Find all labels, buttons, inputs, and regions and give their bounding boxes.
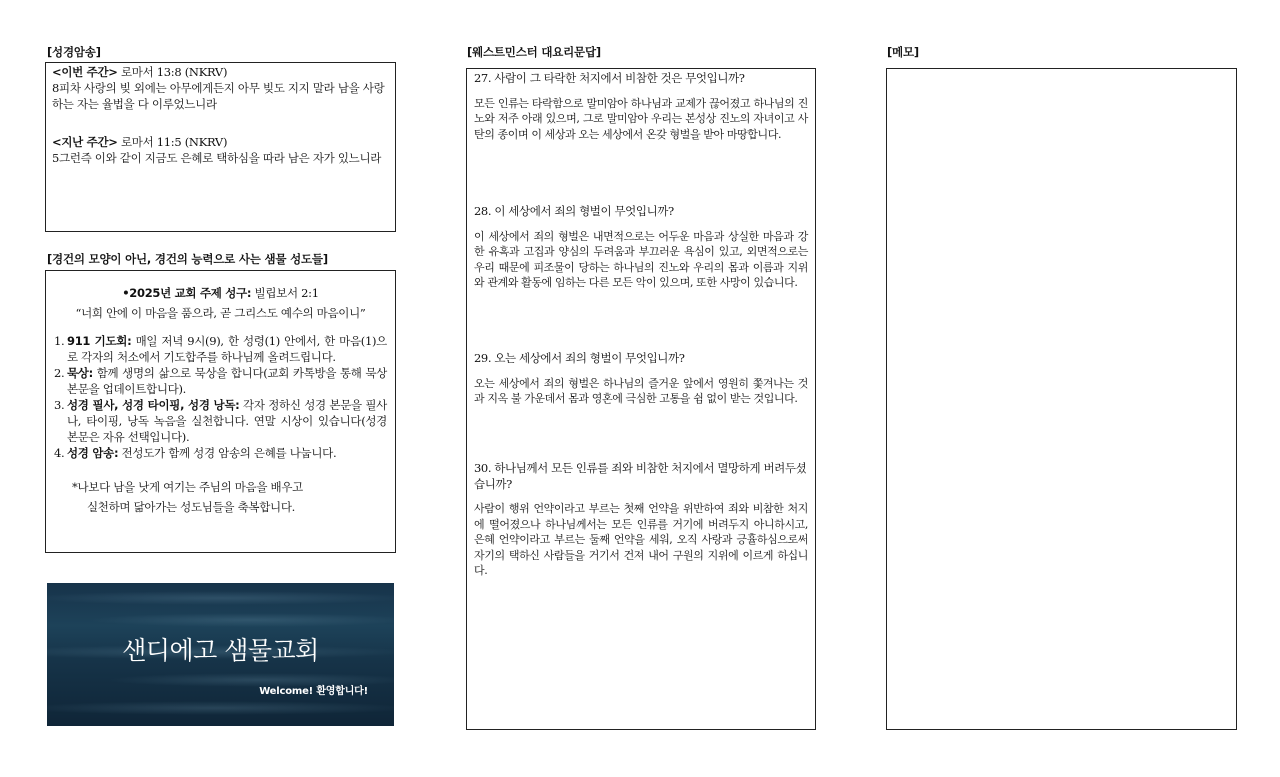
this-week-verse: 8피차 사랑의 빚 외에는 아무에게든지 아무 빚도 지지 말라 남을 사랑하는 자는 율법을 다 이루었느니라: [52, 81, 385, 111]
catechism-heading: [웨스트민스터 대요리문답]: [467, 45, 601, 59]
item-number: 1.: [54, 334, 65, 348]
qa-block: [474, 71, 808, 204]
theme-title: [54, 285, 387, 301]
item-text: 매일 저녁 9시(9), 한 성령(1) 안에서, 한 마음(1)으로 각자의 처소에서 기도합주를 하나님께 올려드립니다.: [67, 334, 387, 364]
theme-item: [54, 333, 387, 365]
church-banner: [47, 583, 394, 726]
memory-heading: [성경암송]: [47, 45, 101, 59]
theme-quote: “너희 안에 이 마음을 품으라, 곧 그리스도 예수의 마음이니”: [75, 306, 366, 320]
item-number: 4.: [54, 446, 65, 460]
qa-block: [474, 461, 808, 579]
this-week-ref: 로마서 13:8 (NKRV): [120, 65, 228, 79]
item-label: 911 기도회:: [67, 334, 132, 348]
item-number: 2.: [54, 366, 65, 380]
this-week-line: [52, 64, 389, 80]
last-week-line: [52, 134, 389, 150]
item-label: 성경 필사, 성경 타이핑, 성경 낭독:: [67, 398, 240, 412]
this-week-label: <이번 주간>: [52, 65, 118, 79]
last-week-ref: 로마서 11:5 (NKRV): [120, 135, 228, 149]
theme-heading: [경건의 모양이 아닌, 경건의 능력으로 사는 샘물 성도들]: [47, 252, 328, 266]
qa-block: [474, 204, 808, 351]
answer: 사람이 행위 언약이라고 부르는 첫째 언약을 위반하여 죄와 비참한 처지에 떨어졌으나 하나님께서는 모든 인류를 거기에 버려두지 아니하시고, 은혜 언약이라고 부르는 둘째 언약을 세워, 오직 사랑과 긍휼하심으로써 자기의 택하신 사람들을 거기서 건져 내어 구원의 지위에 이르게 하십니다.: [474, 502, 808, 577]
question: 28. 이 세상에서 죄의 형벌이 무엇입니까?: [474, 204, 674, 218]
last-week-verse: 5그런즉 이와 같이 지금도 은혜로 택하심을 따라 남은 자가 있느니라: [52, 151, 382, 165]
closing-line-2: 실천하며 닮아가는 성도님들을 축복합니다.: [87, 500, 295, 514]
item-number: 3.: [54, 398, 65, 412]
answer: 오는 세상에서 죄의 형벌은 하나님의 즐거운 앞에서 영원히 쫓겨나는 것과 지옥 불 가운데서 몸과 영혼에 극심한 고통을 쉼 없이 받는 것입니다.: [474, 376, 808, 405]
item-label: 성경 암송:: [67, 446, 119, 460]
last-week-label: <지난 주간>: [52, 135, 118, 149]
catechism-box: [466, 68, 816, 730]
theme-item: [54, 445, 387, 461]
theme-item: [54, 397, 387, 445]
theme-title-label: •2025년 교회 주제 성구:: [122, 286, 252, 300]
qa-block: [474, 351, 808, 461]
theme-list: [54, 333, 387, 461]
question: 27. 사람이 그 타락한 처지에서 비참한 것은 무엇입니까?: [474, 71, 745, 85]
memo-box[interactable]: [886, 68, 1237, 730]
question: 30. 하나님께서 모든 인류를 죄와 비참한 처지에서 멸망하게 버려두셨습니까?: [474, 461, 807, 491]
item-label: 묵상:: [67, 366, 93, 380]
closing-line-1: *나보다 남을 낫게 여기는 주님의 마음을 배우고: [72, 480, 303, 494]
item-text: 전성도가 함께 성경 암송의 은혜를 나눕니다.: [121, 446, 337, 460]
item-text: 함께 생명의 삶으로 묵상을 합니다(교회 카톡방을 통해 묵상 본문을 업데이트합니다).: [67, 366, 387, 396]
banner-welcome: Welcome! 환영합니다!: [259, 686, 368, 697]
item-text: 각자 정하신 성경 본문을 필사나, 타이핑, 낭독 녹음을 실천합니다. 연말 시상이 있습니다(성경 본문은 자유 선택입니다).: [67, 398, 387, 444]
banner-title: 샌디에고 샘물교회: [122, 636, 319, 665]
theme-item: [54, 365, 387, 397]
answer: 모든 인류는 타락함으로 말미암아 하나님과 교제가 끊어졌고 하나님의 진노와 저주 아래 있으며, 그로 말미암아 우리는 본성상 진노의 자녀이고 사탄의 종이며 이 세상과 오는 세상에서 온갖 형벌을 받아 마땅합니다.: [474, 96, 808, 141]
answer: 이 세상에서 죄의 형벌은 내면적으로는 어두운 마음과 상실한 마음과 강한 유혹과 고집과 양심의 두려움과 부끄러운 욕심이 있고, 외면적으로는 우리 때문에 피조물이 당하는 하나님의 진노와 우리의 몸과 이름과 지위와 관계와 활동에 임하는 다른 모든 악이 있으며, 또한 사망이 있습니다.: [474, 229, 808, 289]
question: 29. 오는 세상에서 죄의 형벌이 무엇입니까?: [474, 351, 685, 365]
theme-box: [45, 270, 396, 553]
theme-title-ref: 빌립보서 2:1: [254, 286, 319, 300]
memory-box: [45, 62, 396, 232]
memo-heading: [메모]: [887, 45, 919, 59]
